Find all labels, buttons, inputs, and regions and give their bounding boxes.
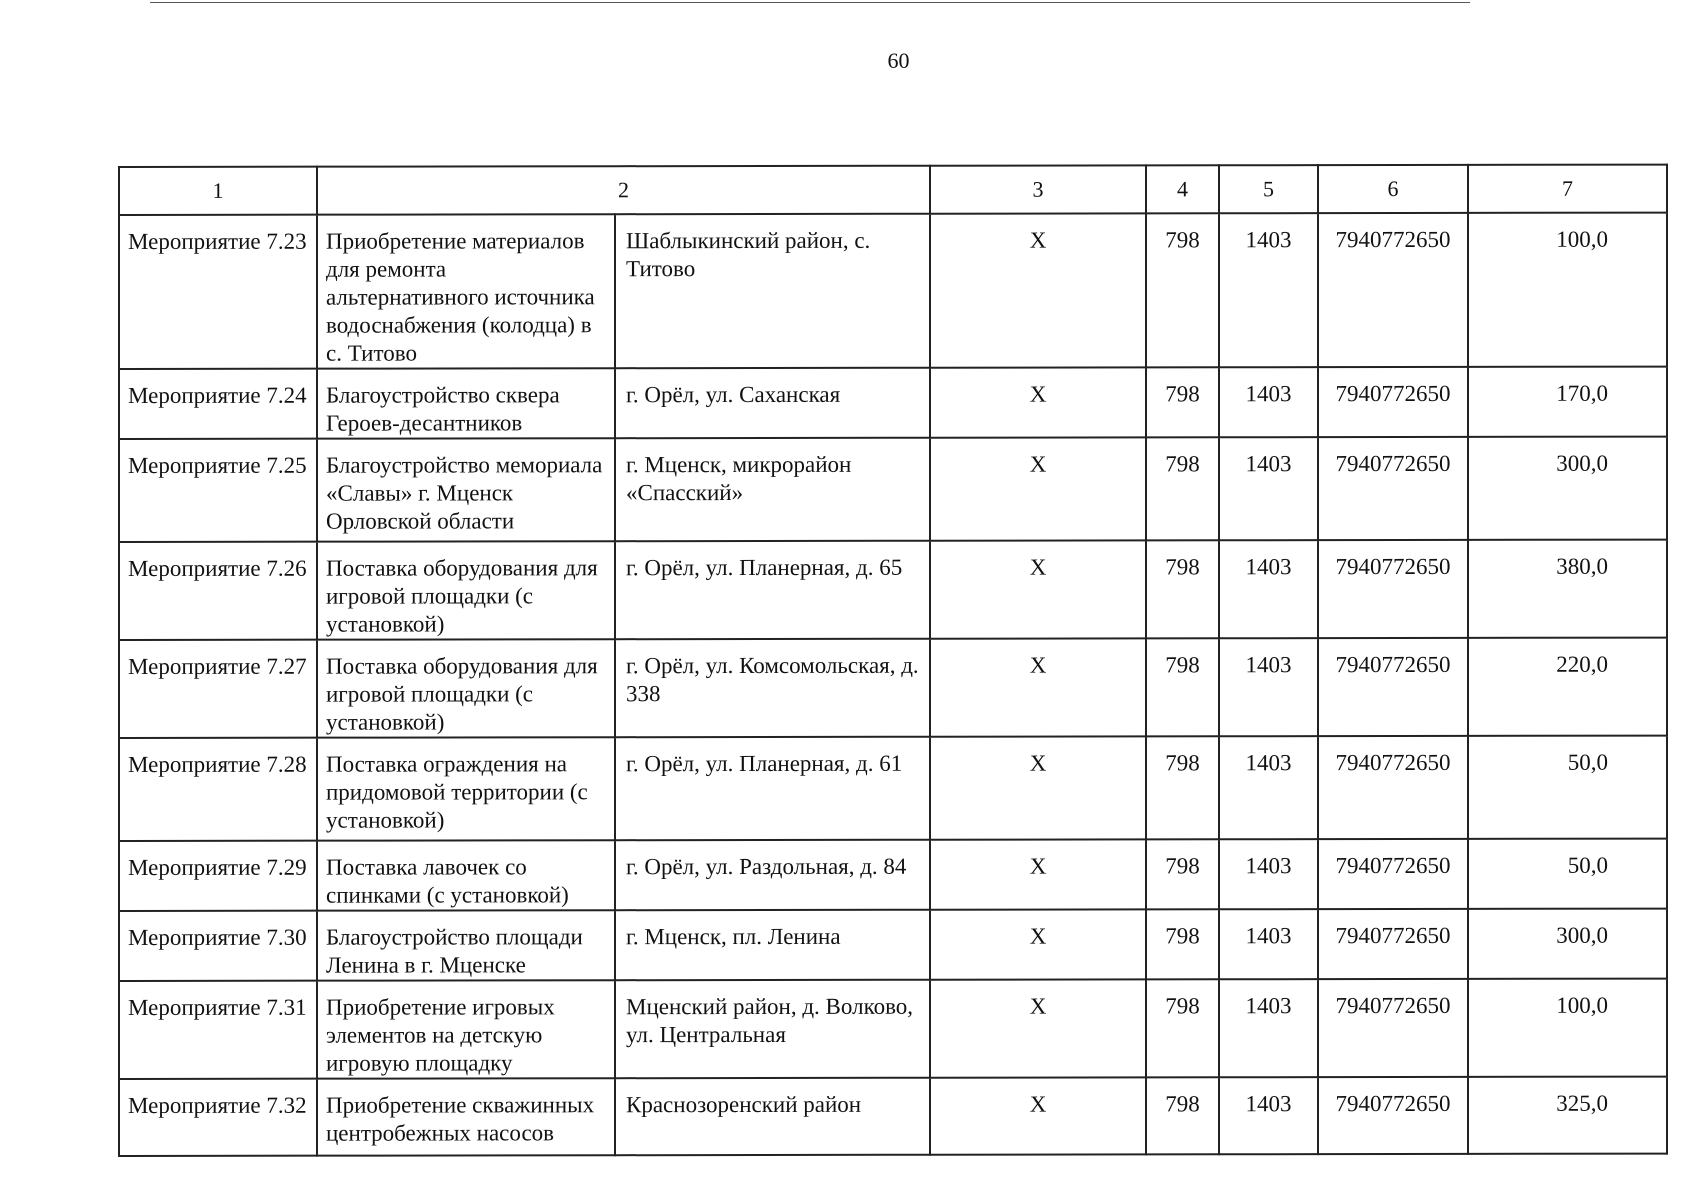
mark-cell: Х xyxy=(930,909,1146,979)
section-cell: 1403 xyxy=(1219,736,1318,839)
table-row xyxy=(119,540,1667,640)
kvsr-cell: 798 xyxy=(1146,213,1219,367)
header-cell: 7 xyxy=(1468,165,1667,213)
amount-cell: 50,0 xyxy=(1468,736,1667,839)
section-cell: 1403 xyxy=(1219,638,1318,736)
mark-cell: Х xyxy=(930,367,1146,437)
table-row xyxy=(119,839,1667,911)
header-cell: 6 xyxy=(1318,165,1468,213)
target-code-cell: 7940772650 xyxy=(1318,540,1468,638)
measure-number: Мероприятие 7.26 xyxy=(119,542,317,640)
target-code-cell: 7940772650 xyxy=(1318,213,1468,367)
measure-number: Мероприятие 7.28 xyxy=(119,738,317,841)
mark-cell: Х xyxy=(930,1077,1146,1154)
measure-name: Благоустройство сквера Героев-десантников xyxy=(317,368,615,438)
kvsr-cell: 798 xyxy=(1146,909,1219,979)
section-cell: 1403 xyxy=(1219,839,1318,909)
section-cell: 1403 xyxy=(1219,540,1318,638)
mark-cell: Х xyxy=(930,839,1146,909)
measure-number: Мероприятие 7.25 xyxy=(119,439,317,542)
header-cell: 2 xyxy=(317,166,930,215)
kvsr-cell: 798 xyxy=(1146,437,1219,540)
measure-address: Шаблыкинский район, с. Титово xyxy=(615,214,930,368)
kvsr-cell: 798 xyxy=(1146,1077,1219,1154)
amount-cell: 380,0 xyxy=(1468,540,1667,638)
header-cell: 3 xyxy=(930,165,1146,213)
header-cell: 4 xyxy=(1146,165,1219,213)
section-cell: 1403 xyxy=(1219,213,1318,367)
measure-address: г. Мценск, пл. Ленина xyxy=(615,910,930,980)
measure-address: Краснозоренский район xyxy=(615,1078,930,1155)
amount-cell: 300,0 xyxy=(1468,909,1667,979)
table-row xyxy=(119,1077,1667,1156)
target-code-cell: 7940772650 xyxy=(1318,367,1468,437)
measure-name: Благоустройство площади Ленина в г. Мценске xyxy=(317,910,615,980)
mark-cell: Х xyxy=(930,638,1146,736)
measure-name: Поставка лавочек со спинками (с установкой) xyxy=(317,840,615,910)
table-row xyxy=(119,638,1667,738)
section-cell: 1403 xyxy=(1219,367,1318,437)
mark-cell: Х xyxy=(930,736,1146,839)
table-row xyxy=(119,213,1667,369)
measure-number: Мероприятие 7.23 xyxy=(119,215,317,369)
target-code-cell: 7940772650 xyxy=(1318,1077,1468,1154)
target-code-cell: 7940772650 xyxy=(1318,909,1468,979)
mark-cell: Х xyxy=(930,540,1146,638)
target-code-cell: 7940772650 xyxy=(1318,437,1468,540)
section-cell: 1403 xyxy=(1219,437,1318,540)
kvsr-cell: 798 xyxy=(1146,638,1219,736)
table-row xyxy=(119,979,1667,1079)
measure-name: Благоустройство мемориала «Славы» г. Мценск Орловской области xyxy=(317,438,615,541)
measure-name: Поставка оборудования для игровой площадки (с установкой) xyxy=(317,541,615,639)
measure-address: г. Орёл, ул. Раздольная, д. 84 xyxy=(615,840,930,910)
target-code-cell: 7940772650 xyxy=(1318,736,1468,839)
measure-number: Мероприятие 7.31 xyxy=(119,981,317,1079)
measure-address: г. Орёл, ул. Саханская xyxy=(615,368,930,438)
measure-name: Поставка ограждения на придомовой территории (с установкой) xyxy=(317,737,615,840)
page-top-border xyxy=(150,2,1470,3)
measure-address: г. Мценск, микрорайон «Спасский» xyxy=(615,438,930,541)
measure-number: Мероприятие 7.29 xyxy=(119,841,317,911)
budget-table xyxy=(118,164,1668,1157)
page-number: 60 xyxy=(887,48,910,73)
measure-address: г. Орёл, ул. Комсомольская, д. 338 xyxy=(615,639,930,737)
amount-cell: 170,0 xyxy=(1468,367,1667,437)
mark-cell: Х xyxy=(930,437,1146,540)
mark-cell: Х xyxy=(930,213,1146,367)
table-row xyxy=(119,367,1667,439)
table-row xyxy=(119,437,1667,542)
table-row xyxy=(119,909,1667,981)
measure-name: Приобретение игровых элементов на детскую игровую площадку xyxy=(317,980,615,1078)
amount-cell: 325,0 xyxy=(1468,1077,1667,1154)
measure-number: Мероприятие 7.24 xyxy=(119,369,317,439)
section-cell: 1403 xyxy=(1219,909,1318,979)
target-code-cell: 7940772650 xyxy=(1318,979,1468,1077)
target-code-cell: 7940772650 xyxy=(1318,839,1468,909)
measure-address: Мценский район, д. Волково, ул. Центральная xyxy=(615,980,930,1078)
header-cell: 5 xyxy=(1219,165,1318,213)
measure-address: г. Орёл, ул. Планерная, д. 61 xyxy=(615,737,930,840)
kvsr-cell: 798 xyxy=(1146,736,1219,839)
kvsr-cell: 798 xyxy=(1146,839,1219,909)
measure-number: Мероприятие 7.30 xyxy=(119,911,317,981)
amount-cell: 220,0 xyxy=(1468,638,1667,736)
measure-number: Мероприятие 7.32 xyxy=(119,1079,317,1156)
section-cell: 1403 xyxy=(1219,1077,1318,1154)
table-body xyxy=(119,213,1667,1156)
amount-cell: 100,0 xyxy=(1468,979,1667,1077)
mark-cell: Х xyxy=(930,979,1146,1077)
section-cell: 1403 xyxy=(1219,979,1318,1077)
measure-address: г. Орёл, ул. Планерная, д. 65 xyxy=(615,541,930,639)
target-code-cell: 7940772650 xyxy=(1318,638,1468,736)
amount-cell: 100,0 xyxy=(1468,213,1667,367)
kvsr-cell: 798 xyxy=(1146,367,1219,437)
kvsr-cell: 798 xyxy=(1146,979,1219,1077)
amount-cell: 300,0 xyxy=(1468,437,1667,540)
kvsr-cell: 798 xyxy=(1146,540,1219,638)
measure-name: Приобретение скважинных центробежных насосов xyxy=(317,1078,615,1155)
table-row xyxy=(119,736,1667,841)
measure-name: Поставка оборудования для игровой площадки (с установкой) xyxy=(317,639,615,737)
header-cell: 1 xyxy=(119,167,317,215)
measure-name: Приобретение материалов для ремонта альтернативного источника водоснабжения (колодца) в с. Титово xyxy=(317,214,615,368)
amount-cell: 50,0 xyxy=(1468,839,1667,909)
table-header-row xyxy=(119,165,1667,215)
measure-number: Мероприятие 7.27 xyxy=(119,640,317,738)
